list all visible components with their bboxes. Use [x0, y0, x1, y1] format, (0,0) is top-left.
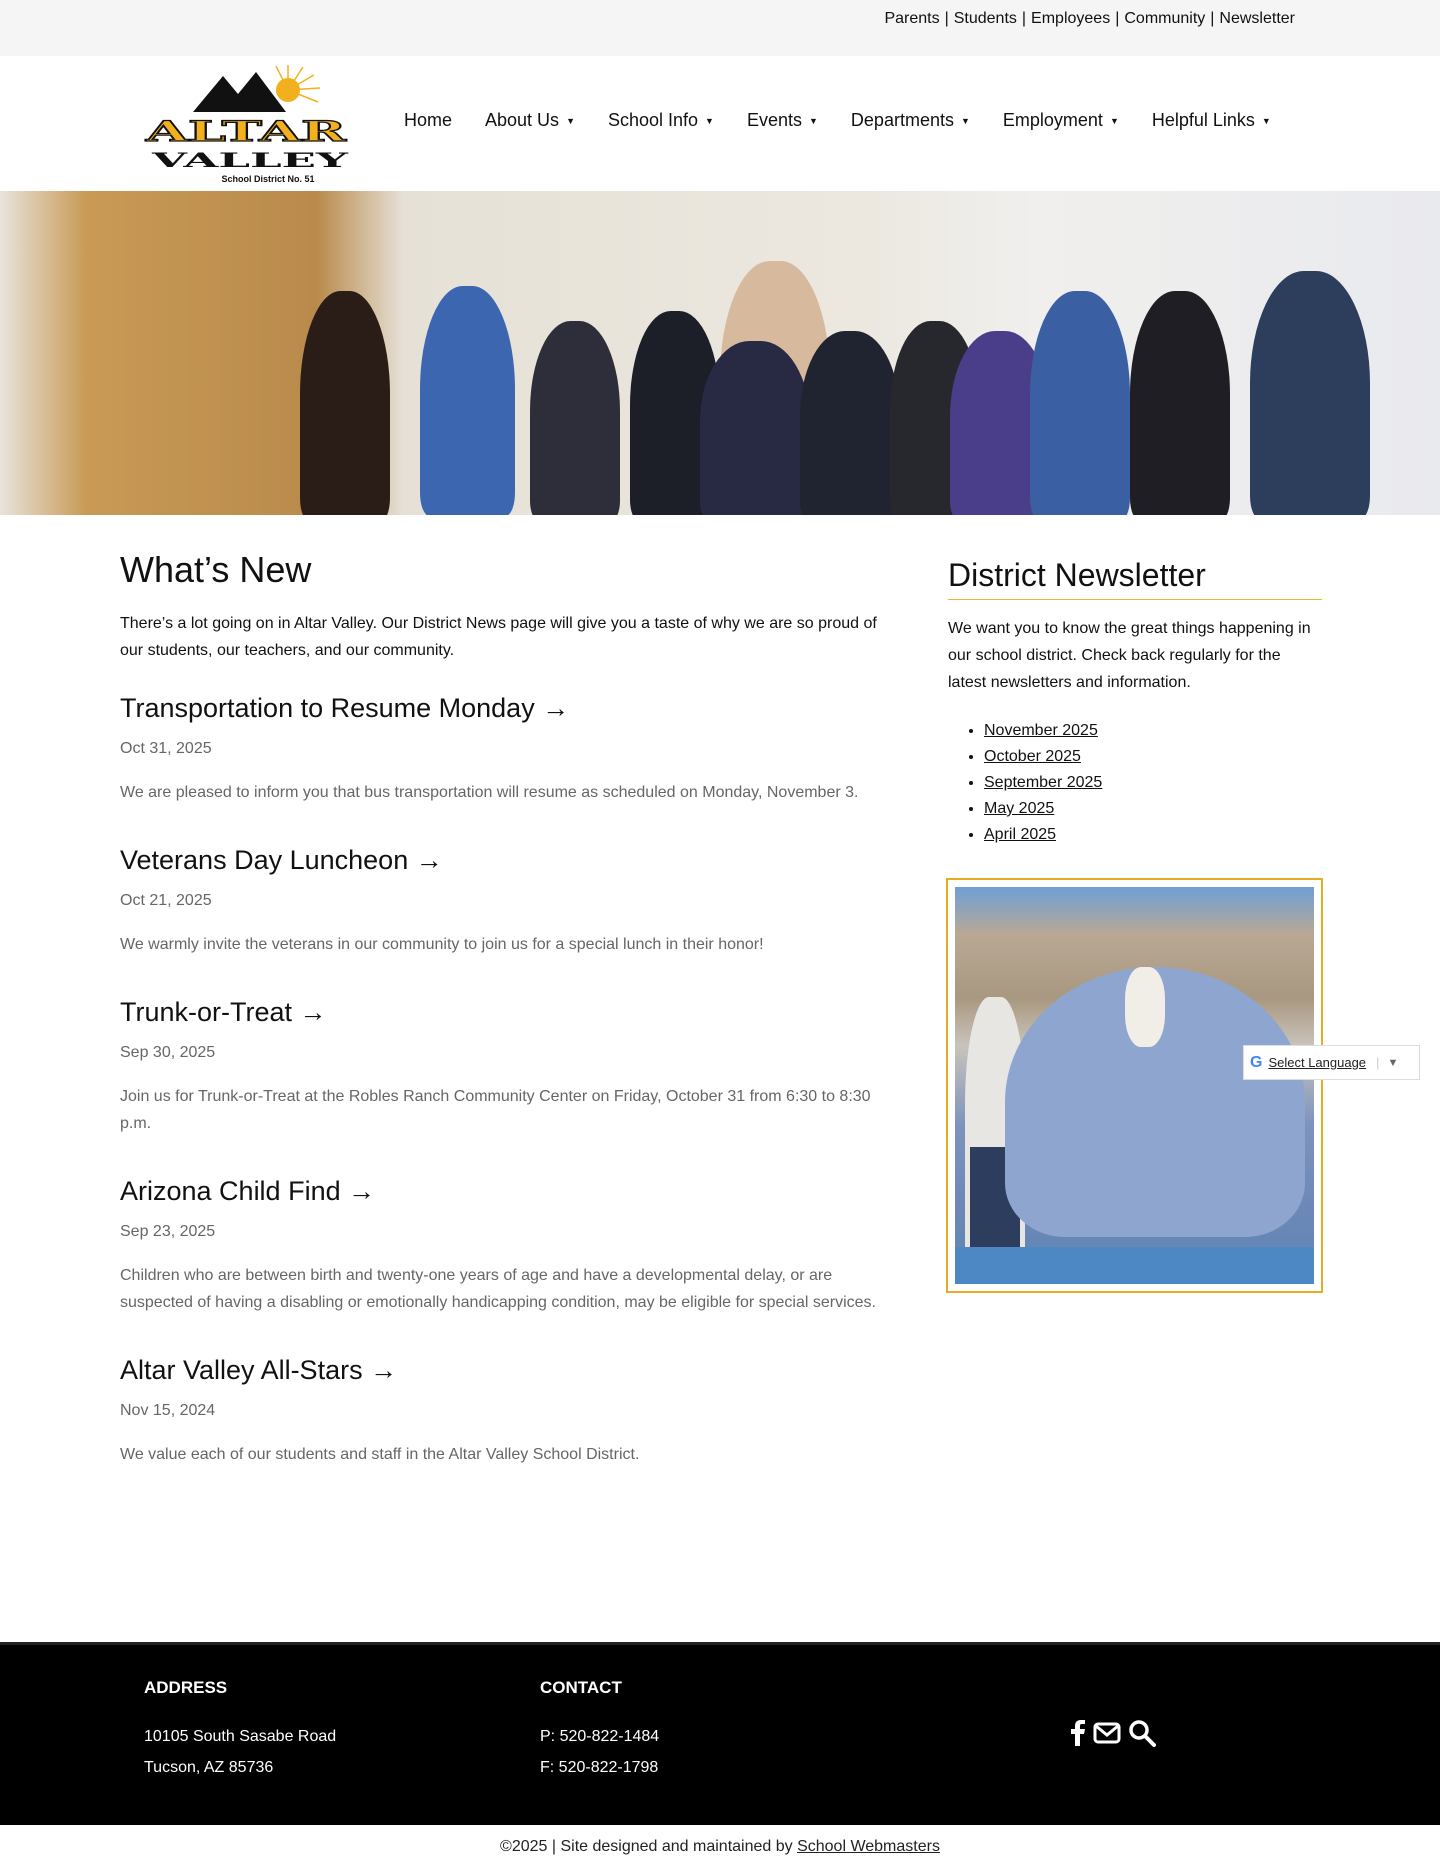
- news-title: Altar Valley All-Stars: [120, 1355, 363, 1385]
- footer-address: [144, 1677, 336, 1783]
- news-item: [120, 1174, 890, 1316]
- news-title-link[interactable]: [120, 1174, 890, 1208]
- news-item: [120, 843, 890, 958]
- list-item: [984, 796, 1322, 822]
- caret-down-icon: ▼: [1261, 115, 1271, 126]
- news-title: Transportation to Resume Monday: [120, 693, 535, 723]
- address-line: Tucson, AZ 85736: [144, 1759, 274, 1776]
- separator: |: [1115, 10, 1120, 27]
- news-summary: We are pleased to inform you that bus transportation will resume as scheduled on Monday, November 3.: [120, 784, 859, 801]
- newsletter-link[interactable]: May 2025: [984, 800, 1055, 817]
- address-line: 10105 South Sasabe Road: [144, 1728, 337, 1745]
- search-icon[interactable]: [1128, 1719, 1156, 1747]
- phone-number[interactable]: P: 520-822-1484: [540, 1728, 660, 1745]
- google-icon: G: [1250, 1053, 1263, 1071]
- news-summary: We value each of our students and staff in the Altar Valley School District.: [120, 1446, 640, 1463]
- hero-image: [0, 191, 1440, 515]
- arrow-right-icon: →: [542, 693, 570, 723]
- nav-school-info[interactable]: [608, 110, 714, 131]
- news-date: Nov 15, 2024: [120, 1402, 216, 1419]
- copyright-text: ©2025 | Site designed and maintained by: [500, 1838, 798, 1855]
- arrow-right-icon: →: [348, 1176, 376, 1206]
- caret-down-icon: ▼: [566, 115, 575, 126]
- dropdown-arrow-icon[interactable]: ▼: [1387, 1056, 1399, 1069]
- news-title: Veterans Day Luncheon: [120, 845, 409, 875]
- separator: |: [1210, 10, 1215, 27]
- news-title-link[interactable]: [120, 843, 890, 877]
- footer-contact: [540, 1677, 659, 1783]
- utility-link-students[interactable]: Students: [953, 10, 1017, 27]
- news-item: [120, 1353, 890, 1468]
- caret-down-icon: ▼: [809, 115, 818, 126]
- nav-label: School Info: [607, 110, 699, 130]
- caret-down-icon: ▼: [705, 115, 714, 126]
- contact-heading: CONTACT: [540, 1678, 622, 1697]
- nav-about-us[interactable]: [485, 110, 575, 131]
- nav-employment[interactable]: [1003, 110, 1119, 131]
- newsletter-intro: We want you to know the great things happening in our school district. Check back regularly for the latest newsletters and information.: [948, 620, 1311, 691]
- utility-link-newsletter[interactable]: Newsletter: [1219, 10, 1295, 27]
- list-item: [984, 718, 1322, 744]
- nav-home[interactable]: [404, 110, 452, 131]
- news-date: Oct 21, 2025: [120, 892, 212, 909]
- news-date: Sep 23, 2025: [120, 1223, 216, 1240]
- email-icon[interactable]: [1093, 1722, 1121, 1744]
- arrow-right-icon: →: [299, 997, 327, 1027]
- list-item: [984, 822, 1322, 848]
- nav-departments[interactable]: [851, 110, 970, 131]
- caret-down-icon: ▼: [1109, 115, 1119, 126]
- logo-line2: VALLEY: [149, 148, 350, 172]
- nav-label: Home: [404, 110, 453, 130]
- utility-link-employees[interactable]: Employees: [1031, 10, 1111, 27]
- utility-link-community[interactable]: Community: [1124, 10, 1206, 27]
- news-title-link[interactable]: [120, 995, 890, 1029]
- news-title-link[interactable]: [120, 691, 890, 725]
- nav-helpful-links[interactable]: [1152, 110, 1271, 131]
- newsletter-link[interactable]: April 2025: [984, 826, 1057, 843]
- newsletter-link[interactable]: September 2025: [984, 774, 1103, 791]
- featured-photo: [955, 887, 1314, 1284]
- arrow-right-icon: →: [370, 1355, 398, 1385]
- divider: |: [1376, 1055, 1380, 1070]
- nav-label: About Us: [485, 110, 560, 130]
- site-footer: [0, 1642, 1440, 1825]
- school-webmasters-link[interactable]: School Webmasters: [797, 1838, 940, 1855]
- featured-photo-frame: [946, 878, 1323, 1293]
- arrow-right-icon: →: [415, 845, 443, 875]
- news-title: Trunk-or-Treat: [120, 997, 293, 1027]
- logo-line3: School District No. 51: [221, 174, 315, 184]
- footer-icons: [1070, 1719, 1156, 1747]
- news-date: Oct 31, 2025: [120, 740, 212, 757]
- news-summary: Children who are between birth and twenty-one years of age and have a developmental delay, or are suspected of having a disabling or emotionally handicapping condition, may be eligible for special services.: [120, 1267, 876, 1311]
- district-logo[interactable]: [138, 64, 354, 184]
- list-item: [984, 744, 1322, 770]
- main-nav: [404, 110, 1271, 131]
- whats-new-section: [120, 548, 890, 1468]
- newsletter-list: [948, 718, 1322, 848]
- news-date: Sep 30, 2025: [120, 1044, 216, 1061]
- utility-bar: [0, 0, 1440, 56]
- caret-down-icon: ▼: [960, 115, 970, 126]
- newsletter-heading: District Newsletter: [948, 555, 1322, 600]
- address-heading: ADDRESS: [144, 1678, 228, 1697]
- fax-number: F: 520-822-1798: [540, 1759, 659, 1776]
- news-item: [120, 691, 890, 806]
- site-header: [0, 56, 1440, 191]
- facebook-icon[interactable]: [1070, 1720, 1086, 1746]
- news-summary: Join us for Trunk-or-Treat at the Robles Ranch Community Center on Friday, October 31 from 6:30 to 8:30 p.m.: [120, 1088, 871, 1132]
- whats-new-intro: There’s a lot going on in Altar Valley. Our District News page will give you a taste of why we are so proud of our students, our teachers, and our community.: [120, 615, 877, 659]
- nav-label: Helpful Links: [1151, 110, 1255, 130]
- select-language-link[interactable]: Select Language: [1268, 1055, 1367, 1070]
- news-title-link[interactable]: [120, 1353, 890, 1387]
- newsletter-link[interactable]: November 2025: [984, 722, 1098, 739]
- nav-label: Employment: [1002, 110, 1103, 130]
- separator: |: [1021, 10, 1027, 27]
- news-summary: We warmly invite the veterans in our community to join us for a special lunch in their honor!: [120, 936, 764, 953]
- separator: |: [944, 10, 949, 27]
- nav-events[interactable]: [747, 110, 818, 131]
- list-item: [984, 770, 1322, 796]
- nav-label: Events: [746, 110, 802, 130]
- whats-new-heading: What’s New: [120, 549, 312, 590]
- google-translate-widget[interactable]: [1243, 1045, 1420, 1080]
- logo-line1: ALTAR: [144, 115, 348, 148]
- newsletter-link[interactable]: October 2025: [984, 748, 1081, 765]
- copyright: [0, 1836, 1440, 1858]
- utility-links: [884, 10, 1295, 28]
- nav-label: Departments: [850, 110, 954, 130]
- utility-link-parents[interactable]: Parents: [884, 10, 940, 27]
- news-title: Arizona Child Find: [120, 1176, 341, 1206]
- newsletter-section: [948, 555, 1322, 1293]
- news-item: [120, 995, 890, 1137]
